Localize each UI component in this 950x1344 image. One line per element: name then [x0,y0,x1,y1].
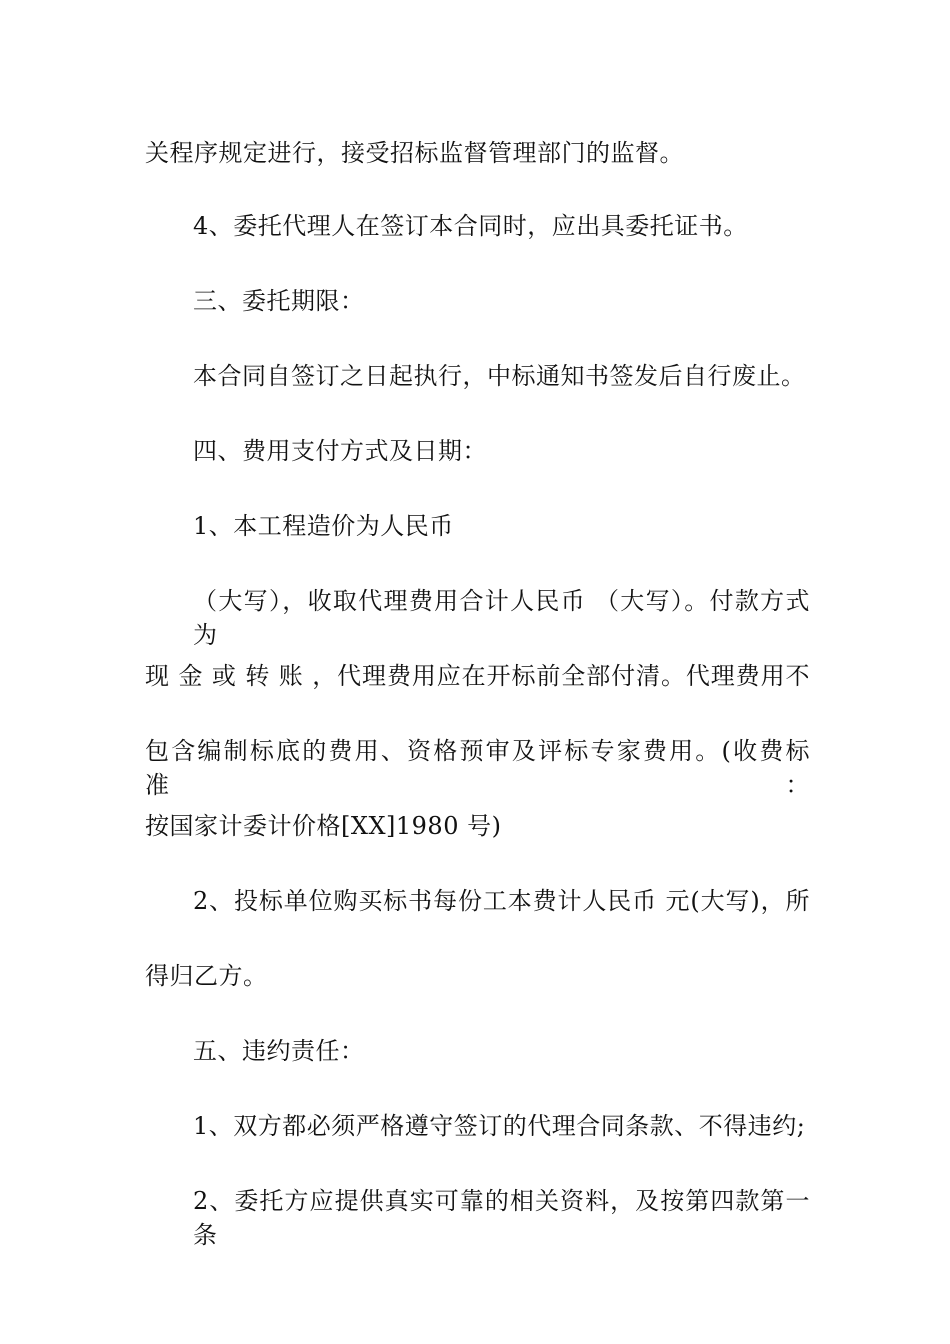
clause-4-line: 4、委托代理人在签订本合同时，应出具委托证书。 [193,212,748,240]
clause-1-line: 1、双方都必须严格遵守签订的代理合同条款、不得违约; [193,1112,806,1140]
section-4-heading: 四、费用支付方式及日期： [193,437,487,465]
paragraph-line: 包含编制标底的费用、资格预审及评标专家费用。(收费标准： [145,737,810,799]
section-5-heading: 五、违约责任： [193,1037,365,1065]
paragraph-line: 按国家计委计价格[XX]1980 号) [145,812,502,840]
paragraph-line: 本合同自签订之日起执行，中标通知书签发后自行废止。 [193,362,806,390]
clause-1-line: 1、本工程造价为人民币 [193,512,454,540]
clause-2-line: 2、委托方应提供真实可靠的相关资料，及按第四款第一条 [193,1187,810,1249]
paragraph-line: （大写），收取代理费用合计人民币 （大写）。付款方式为 [193,587,810,649]
paragraph-line: 现 金 或 转 账 ，代理费用应在开标前全部付清。代理费用不 [145,662,810,690]
clause-2-line: 2、投标单位购买标书每份工本费计人民币 元(大写)，所 [193,887,810,915]
section-3-heading: 三、委托期限： [193,287,365,315]
paragraph-line: 关程序规定进行，接受招标监督管理部门的监督。 [145,139,684,167]
paragraph-line: 得归乙方。 [145,962,268,990]
